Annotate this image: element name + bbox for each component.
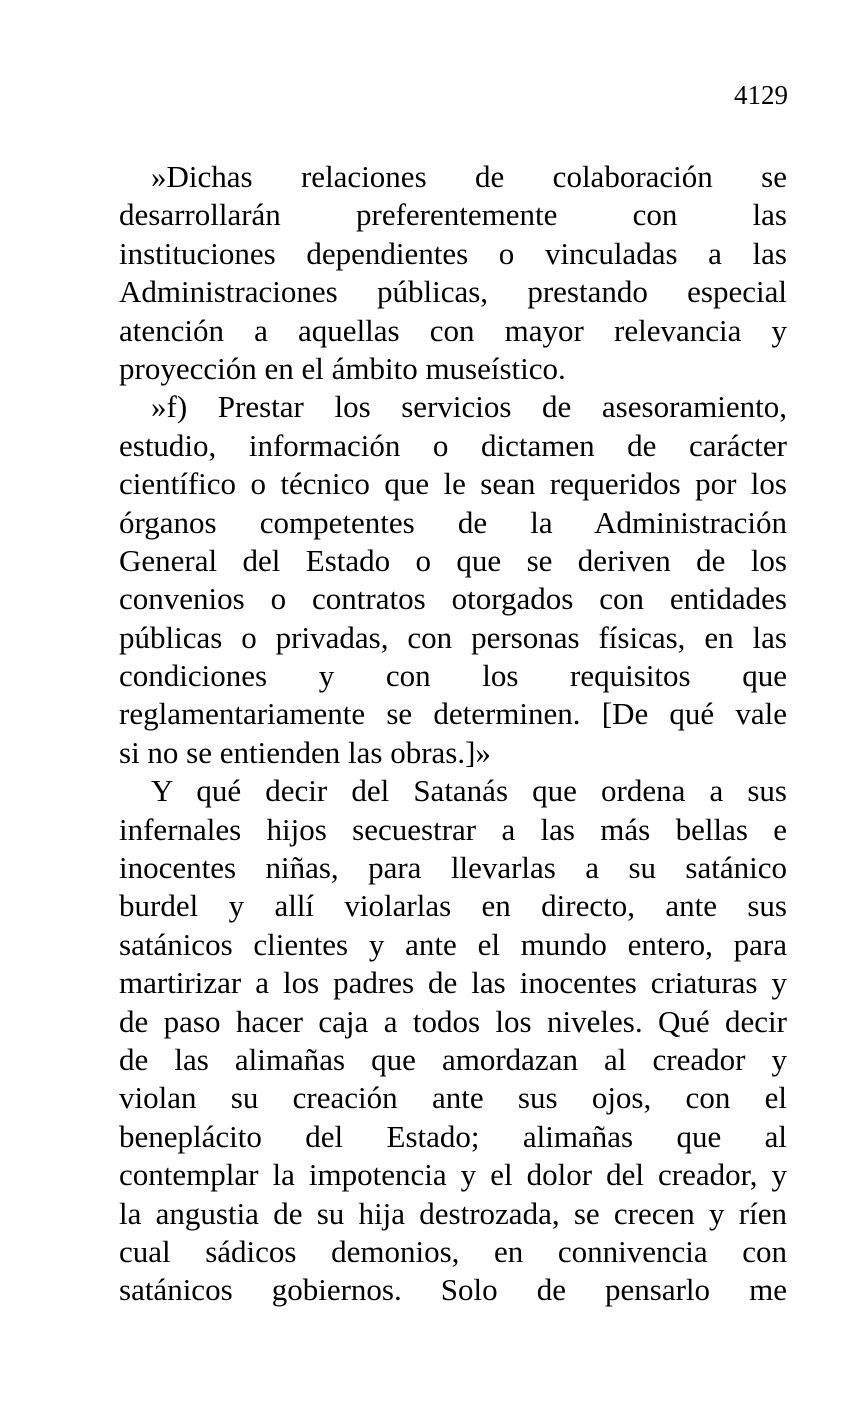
text-line: satánicos clientes y ante el mundo entero, para bbox=[119, 926, 787, 962]
text-line: proyección en el ámbito museístico. bbox=[119, 350, 566, 386]
text-line: inocentes niñas, para llevarlas a su satánico bbox=[119, 850, 787, 886]
text-line: de paso hacer caja a todos los niveles. Qué decir bbox=[119, 1003, 787, 1039]
text-line: la angustia de su hija destrozada, se crecen y ríen bbox=[119, 1195, 787, 1231]
text-line: desarrollarán preferentemente con las bbox=[119, 197, 787, 233]
text-line: instituciones dependientes o vinculadas a las bbox=[119, 235, 787, 271]
text-line: convenios o contratos otorgados con entidades bbox=[119, 581, 787, 617]
paragraph-3 bbox=[119, 772, 787, 1309]
text-line: contemplar la impotencia y el dolor del creador, y bbox=[119, 1157, 787, 1193]
text-line: beneplácito del Estado; alimañas que al bbox=[119, 1118, 787, 1154]
text-line: estudio, información o dictamen de carácter bbox=[119, 427, 787, 463]
text-line: Y qué decir del Satanás que ordena a sus bbox=[151, 773, 787, 809]
text-line: satánicos gobiernos. Solo de pensarlo me bbox=[119, 1272, 787, 1308]
text-line: cual sádicos demonios, en connivencia con bbox=[119, 1233, 787, 1269]
paragraph-2 bbox=[119, 388, 787, 772]
text-line: atención a aquellas con mayor relevancia y bbox=[119, 312, 787, 348]
text-line: infernales hijos secuestrar a las más bellas e bbox=[119, 811, 787, 847]
text-line: General del Estado o que se deriven de los bbox=[119, 542, 787, 578]
text-line: reglamentariamente se determinen. [De qué vale bbox=[119, 696, 787, 732]
text-line: »f) Prestar los servicios de asesoramiento, bbox=[151, 389, 787, 425]
text-line: burdel y allí violarlas en directo, ante sus bbox=[119, 888, 787, 924]
text-line: órganos competentes de la Administración bbox=[119, 504, 787, 540]
text-line: si no se entienden las obras.]» bbox=[119, 734, 491, 770]
paragraph-1 bbox=[119, 158, 787, 388]
text-line: públicas o privadas, con personas físicas, en las bbox=[119, 619, 787, 655]
text-line: de las alimañas que amordazan al creador y bbox=[119, 1041, 787, 1077]
text-line: martirizar a los padres de las inocentes criaturas y bbox=[119, 965, 787, 1001]
text-line: científico o técnico que le sean requeridos por los bbox=[119, 466, 787, 502]
body-text bbox=[119, 158, 787, 1310]
text-line: violan su creación ante sus ojos, con el bbox=[119, 1080, 787, 1116]
text-line: condiciones y con los requisitos que bbox=[119, 658, 787, 694]
text-line: »Dichas relaciones de colaboración se bbox=[151, 159, 787, 194]
text-line: Administraciones públicas, prestando especial bbox=[119, 274, 787, 310]
page-number: 4129 bbox=[734, 80, 788, 110]
